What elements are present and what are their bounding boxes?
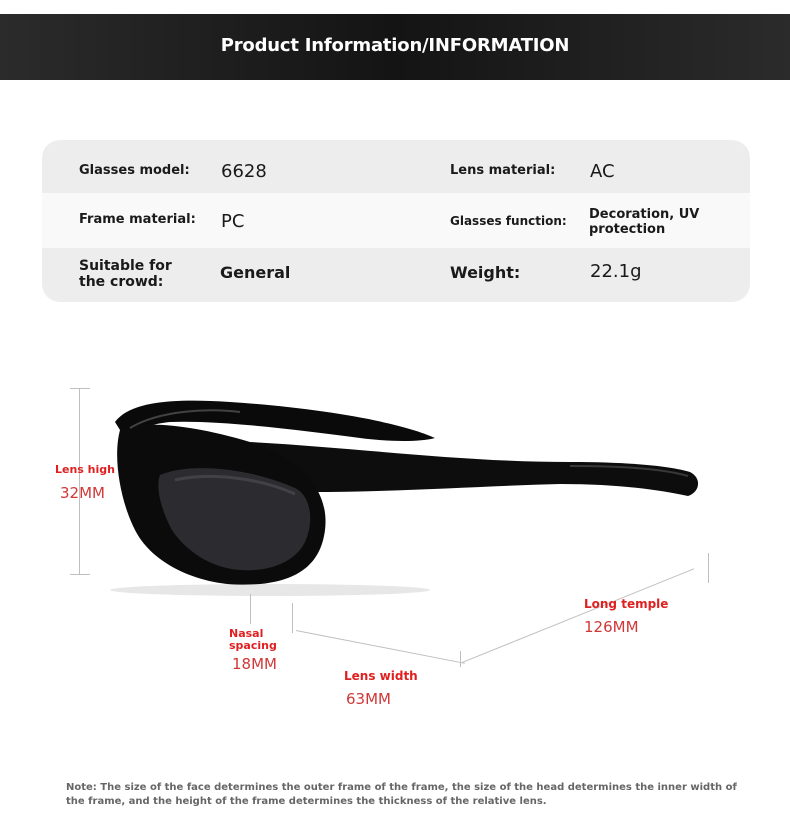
glasses-model-value: 6628 [221,161,267,182]
nasal-label: Nasal spacing [229,627,277,652]
lens-high-cap-bottom [70,574,90,575]
temple-value: 126MM [584,618,639,636]
header-banner [0,14,790,80]
nasal-line-left [250,594,251,624]
glasses-model-label: Glasses model: [79,163,190,178]
lens-width-value: 63MM [346,690,391,708]
suitable-value: General [220,263,291,282]
nasal-value: 18MM [232,655,277,673]
lens-width-label: Lens width [344,669,418,683]
temple-cap [708,553,709,583]
lens-width-cap [460,651,461,667]
lens-high-line [79,388,80,574]
weight-value: 22.1g [590,261,642,282]
weight-label: Weight: [450,263,521,282]
sunglasses-image [100,380,720,600]
lens-high-value: 32MM [60,484,105,502]
lens-high-label: Lens high [55,463,115,476]
lens-material-label: Lens material: [450,163,556,178]
lens-high-cap-top [70,388,90,389]
page-title: Product Information/INFORMATION [220,35,570,56]
nasal-line-right [292,603,293,633]
lens-width-line [296,630,465,664]
spec-row [42,140,750,193]
frame-material-label: Frame material: [79,212,196,227]
temple-label: Long temple [584,597,669,611]
lens-material-value: AC [590,161,615,182]
size-note: Note: The size of the face determines the outer frame of the frame, the size of the head determines the inner width of the frame, and the height of the frame determines the thickness of the relative lens. [66,782,737,807]
suitable-label: Suitable for the crowd: [79,258,172,290]
glasses-function-label: Glasses function: [450,214,567,228]
frame-material-value: PC [221,211,245,232]
spec-row [42,248,750,302]
glasses-function-value: Decoration, UV protection [589,207,700,237]
spec-row [42,193,750,248]
temple-arm [250,442,698,496]
spec-table [42,140,750,302]
